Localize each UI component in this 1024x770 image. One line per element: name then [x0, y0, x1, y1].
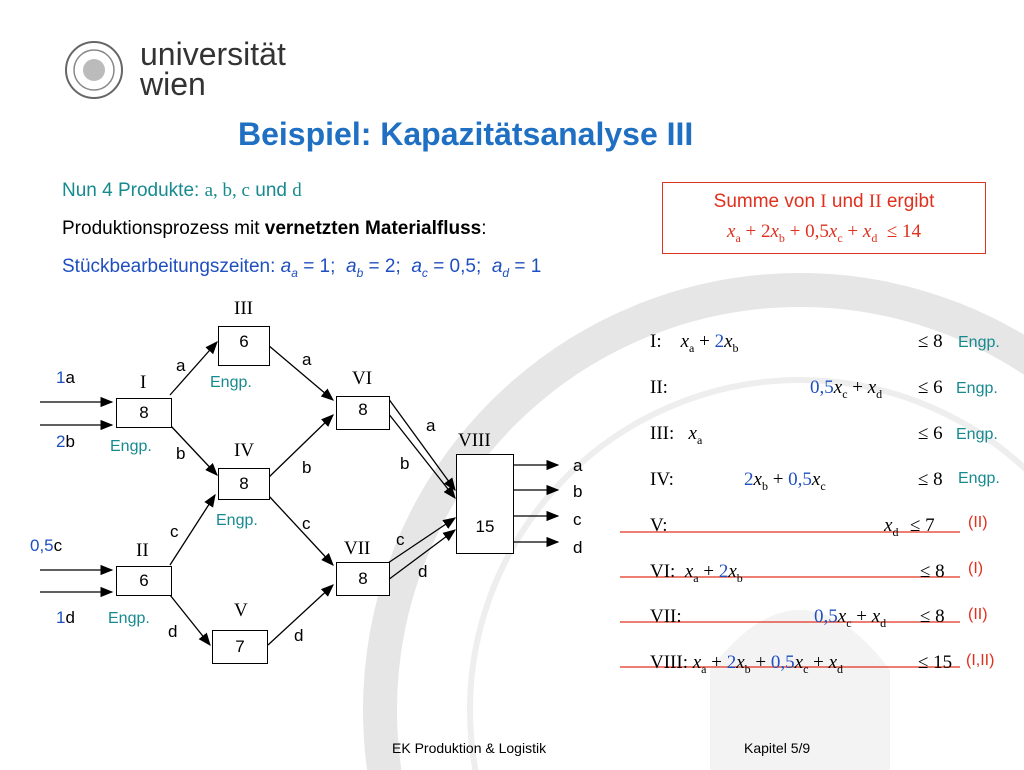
node-I-name: I: [140, 372, 147, 393]
edge-label-d-2: d: [294, 626, 304, 645]
page-title: Beispiel: Kapazitätsanalyse III: [238, 116, 694, 152]
input-d-prod: d: [65, 608, 75, 627]
node-III-box: 6: [218, 326, 270, 366]
intro-line-1-und: und: [249, 180, 293, 201]
sum-box-I: I: [820, 191, 827, 212]
intro-line-1-last: d: [292, 180, 302, 201]
edge-label-b-3: b: [400, 454, 410, 473]
constraint-VIII-tag: (I,II): [966, 652, 995, 669]
constraint-VII-tag: (II): [968, 606, 988, 623]
constraint-V-label: V:: [650, 515, 668, 536]
input-c-prod: c: [53, 536, 63, 555]
input-b-num: 2: [56, 432, 66, 451]
constraint-VII-coef: 0,5: [814, 606, 838, 627]
time-c-var: a: [411, 256, 422, 277]
input-c-num: 0,5: [30, 536, 54, 555]
constraint-VI-rhs: ≤ 8: [920, 561, 945, 582]
constraint-VI-tag: (I): [968, 560, 984, 577]
constraint-III-rhs: ≤ 6: [918, 423, 943, 444]
input-b-prod: b: [65, 432, 75, 451]
constraint-VI-coef: 2: [718, 561, 729, 582]
sum-coef-half: 0,5: [805, 221, 829, 242]
intro-line-2-prefix: Produktionsprozess mit: [62, 218, 265, 239]
constraint-IV: [650, 469, 674, 491]
time-d-var: a: [491, 256, 503, 277]
constraint-IV-coef-half: 0,5: [788, 469, 812, 490]
constraint-I-tag: Engp.: [958, 334, 1000, 351]
constraint-IV-label: IV:: [650, 469, 674, 490]
logo-line1: universität: [140, 36, 286, 72]
constraint-VIII-coef-half: 0,5: [770, 652, 795, 673]
intro-line-1-prefix: Nun 4 Produkte:: [62, 180, 205, 201]
input-a-prod: a: [65, 368, 75, 387]
node-VII-box: 8: [336, 562, 390, 596]
constraint-II-label: II:: [650, 377, 668, 398]
constraint-IV-rhs: ≤ 8: [918, 469, 943, 490]
time-c-sub: c: [421, 265, 428, 280]
node-VI-name: VI: [352, 368, 373, 389]
edge-label-a-3: a: [426, 416, 436, 435]
footer-left: EK Produktion & Logistik: [392, 740, 547, 756]
constraint-VI-label: VI:: [650, 561, 676, 582]
constraint-V-rhs: ≤ 7: [910, 515, 935, 536]
node-II-engp: Engp.: [108, 610, 150, 627]
constraint-III-tag: Engp.: [956, 426, 998, 443]
node-II-name: II: [136, 540, 149, 561]
node-VII-name: VII: [344, 538, 371, 559]
sum-box-und: und: [826, 191, 869, 212]
time-d-sub: d: [502, 265, 510, 280]
constraint-V-lhs: $x_d$: [884, 515, 899, 539]
constraint-VIII-rhs: ≤ 15: [918, 652, 953, 673]
time-c-value: = 0,5;: [433, 256, 482, 277]
constraint-II-tag: Engp.: [956, 380, 998, 397]
time-b-value: = 2;: [368, 256, 401, 277]
constraint-I-rhs: ≤ 8: [918, 331, 943, 352]
constraint-IV-tag: Engp.: [958, 470, 1000, 487]
sum-box-rhs: ≤ 14: [886, 221, 921, 242]
output-d: d: [573, 538, 583, 557]
output-b: b: [573, 482, 583, 501]
intro-line-2-suffix: :: [481, 218, 487, 239]
constraint-II-lhs: $0,5x_c + x_d$: [810, 377, 883, 401]
constraint-II-coef: 0,5: [810, 377, 834, 398]
time-d-value: = 1: [514, 256, 542, 277]
edge-label-a-1: a: [176, 356, 186, 375]
intro-line-2-bold: vernetzten Materialfluss: [264, 218, 482, 239]
edge-label-c-1: c: [170, 522, 179, 541]
edge-label-a-2: a: [302, 350, 312, 369]
node-V-box: 7: [212, 630, 268, 664]
edge-label-c-3: c: [396, 530, 405, 549]
node-III-name: III: [234, 298, 253, 319]
edge-label-b-2: b: [302, 458, 312, 477]
intro-line-3-prefix: Stückbearbeitungszeiten:: [62, 256, 281, 277]
node-VI-box: 8: [336, 396, 390, 430]
edge-label-c-2: c: [302, 514, 311, 533]
node-VIII-value: 15: [475, 517, 495, 536]
constraint-VIII-coef-two: 2: [726, 652, 737, 673]
output-a: a: [573, 456, 583, 475]
sum-coef-two: 2: [760, 221, 771, 242]
constraint-VIII-label: VIII:: [650, 652, 688, 673]
input-a-num: 1: [56, 368, 66, 387]
time-b-var: a: [345, 256, 357, 277]
sum-box-post: ergibt: [881, 191, 935, 212]
constraint-V: [650, 515, 668, 537]
sum-box-line2: $x_a + 2x_b + 0,5x_c + x_d \le 14$: [727, 221, 921, 245]
node-IV-name: IV: [234, 440, 255, 461]
constraint-IV-coef-two: 2: [744, 469, 754, 490]
constraint-III: III: $x_a$: [650, 423, 703, 447]
edge-label-d-1: d: [168, 622, 178, 641]
constraint-VIII: VIII: $x_a + 2x_b + 0,5x_c + x_d$: [650, 652, 844, 676]
constraint-III-label: III:: [650, 423, 675, 444]
constraint-VII: [650, 606, 682, 628]
footer-right: Kapitel 5/9: [744, 740, 811, 756]
node-I-box: 8: [116, 398, 172, 428]
edge-label-b-1: b: [176, 444, 186, 463]
edge-label-d-3: d: [418, 562, 428, 581]
node-VIII-name: VIII: [458, 430, 491, 451]
logo-line2: wien: [140, 66, 206, 102]
constraint-VII-label: VII:: [650, 606, 682, 627]
node-II-box: 6: [116, 566, 172, 596]
node-III-engp: Engp.: [210, 374, 252, 391]
node-I-engp: Engp.: [110, 438, 152, 455]
node-IV-box: 8: [218, 468, 270, 500]
sum-box-pre: Summe von: [713, 191, 821, 212]
input-d-num: 1: [56, 608, 66, 627]
constraint-VI: VI: $x_a + 2x_b$: [650, 561, 743, 585]
constraint-II: [650, 377, 668, 399]
constraint-V-tag: (II): [968, 514, 988, 531]
constraint-VII-rhs: ≤ 8: [920, 606, 945, 627]
time-a-var: a: [280, 256, 292, 277]
node-IV-engp: Engp.: [216, 512, 258, 529]
constraint-VII-lhs: $0,5x_c + x_d$: [814, 606, 887, 630]
sum-box-II: II: [868, 191, 882, 212]
time-b-sub: b: [356, 265, 364, 280]
constraint-I: I: $x_a + 2x_b$: [650, 331, 739, 355]
time-a-value: = 1;: [303, 256, 336, 277]
constraint-I-label: I:: [650, 331, 662, 352]
intro-line-1-vars: a, b, c: [204, 180, 250, 201]
constraint-I-coef: 2: [714, 331, 725, 352]
time-a-sub: a: [291, 265, 298, 280]
constraint-II-rhs: ≤ 6: [918, 377, 943, 398]
constraint-IV-lhs: $2x_b + 0,5x_c$: [744, 469, 826, 493]
output-c: c: [573, 510, 582, 529]
node-V-name: V: [234, 600, 248, 621]
